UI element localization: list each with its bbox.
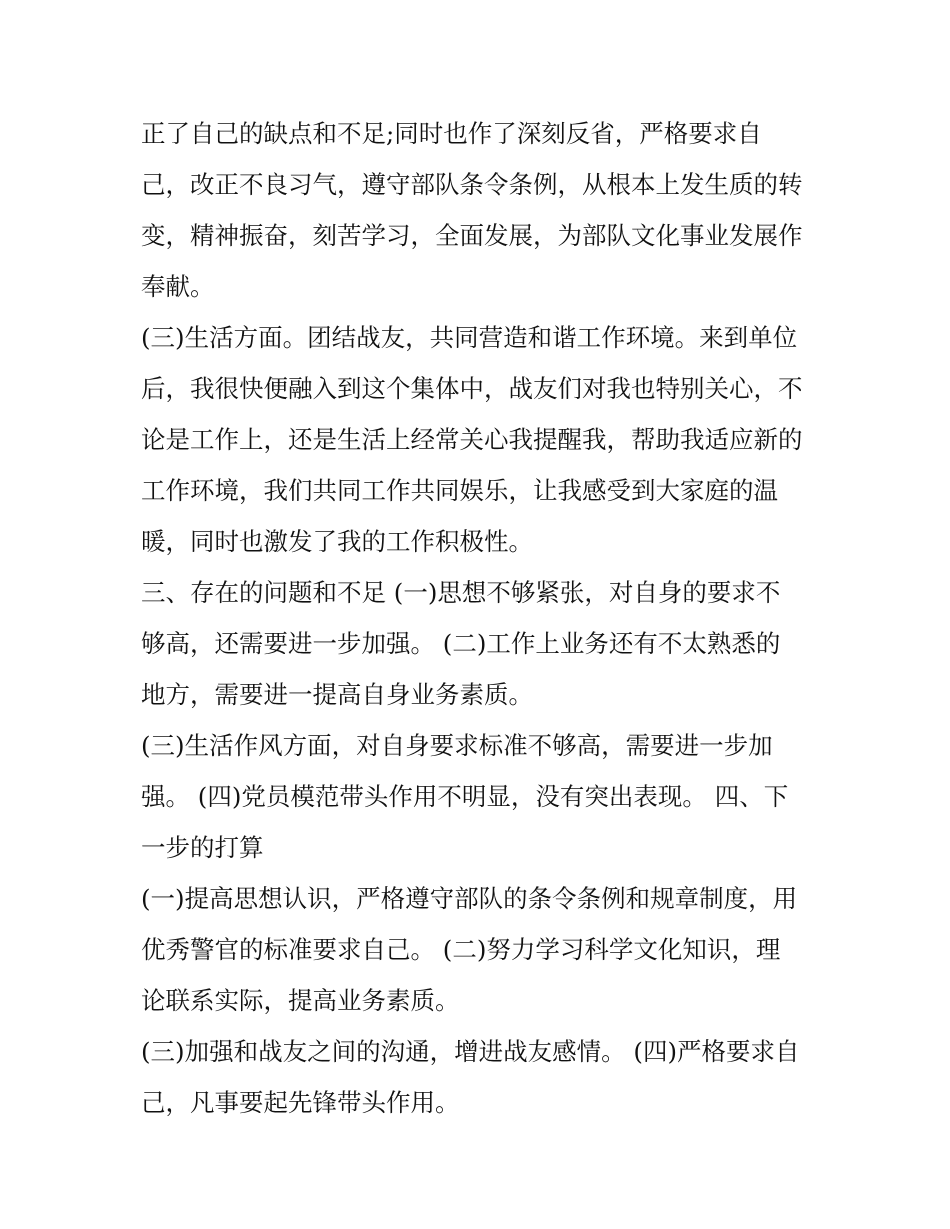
text-line: 论联系实际，提高业务素质。 — [141, 986, 460, 1015]
text-line: 地方，需要进一提高自身业务素质。 — [141, 680, 533, 709]
document-body — [141, 108, 821, 1128]
text-line: (三)加强和战友之间的沟通，增进战友感情。 (四)严格要求自 — [141, 1037, 800, 1066]
text-line: 三、存在的问题和不足 (一)思想不够紧张，对自身的要求不 — [141, 578, 781, 607]
text-line: 够高，还需要进一步加强。 (二)工作上业务还有不太熟悉的 — [141, 629, 781, 658]
text-line: 变，精神振奋，刻苦学习，全面发展，为部队文化事业发展作 — [141, 221, 803, 250]
text-line: 己，改正不良习气，遵守部队条令条例，从根本上发生质的转 — [141, 170, 803, 199]
text-line: 一步的打算 — [141, 833, 264, 862]
text-line: 工作环境，我们共同工作共同娱乐，让我感受到大家庭的温 — [141, 476, 778, 505]
text-line: (三)生活方面。团结战友，共同营造和谐工作环境。来到单位 — [141, 323, 798, 352]
text-line: 正了自己的缺点和不足;同时也作了深刻反省，严格要求自 — [141, 119, 762, 148]
text-line: 后，我很快便融入到这个集体中，战友们对我也特别关心，不 — [141, 374, 803, 403]
text-line: 奉献。 — [141, 272, 215, 301]
text-line: 暖，同时也激发了我的工作积极性。 — [141, 527, 533, 556]
text-line: (一)提高思想认识，严格遵守部队的条令条例和规章制度，用 — [141, 884, 798, 913]
text-line: (三)生活作风方面，对自身要求标准不够高，需要进一步加 — [141, 731, 773, 760]
text-line: 己，凡事要起先锋带头作用。 — [141, 1088, 460, 1117]
text-line: 论是工作上，还是生活上经常关心我提醒我，帮助我适应新的 — [141, 425, 803, 454]
text-line: 优秀警官的标准要求自己。 (二)努力学习科学文化知识，理 — [141, 935, 781, 964]
text-line: 强。 (四)党员模范带头作用不明显，没有突出表现。 四、下 — [141, 782, 789, 811]
